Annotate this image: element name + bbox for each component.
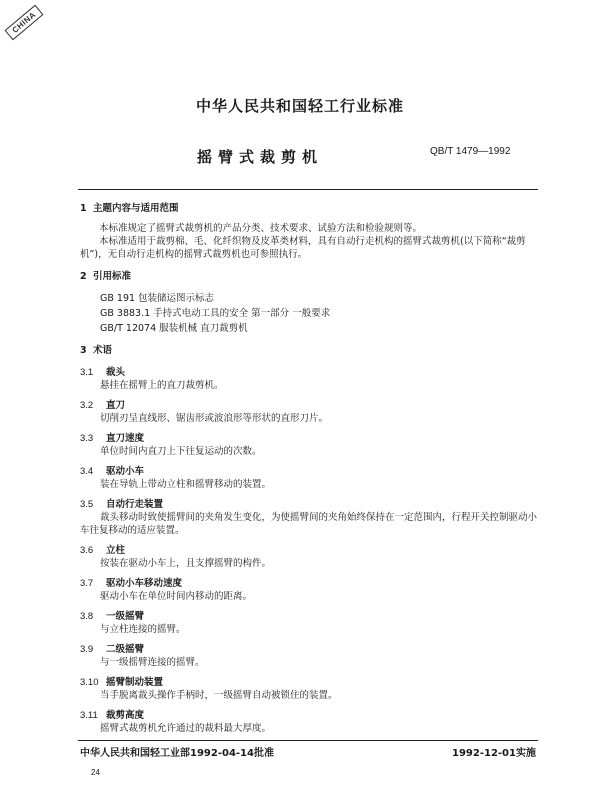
paragraph: 本标准适用于裁剪棉、毛、化纤织物及皮革类材料，具有自动行走机构的摇臂式裁剪机(以下简称“裁剪机”)，无自动行走机构的摇臂式裁剪机也可参照执行。 xyxy=(80,236,526,260)
term-entry: 3.9 二级摇臂 xyxy=(80,644,145,655)
standard-code: QB/T 1479—1992 xyxy=(430,146,511,157)
document-body xyxy=(80,202,542,735)
reference-item: GB 3883.1 手持式电动工具的安全 第一部分 一般要求 xyxy=(100,308,331,319)
section-2-heading: 2 引用标准 xyxy=(80,271,132,282)
reference-item: GB/T 12074 服装机械 直刀裁剪机 xyxy=(100,323,248,334)
term-entry: 3.4 驱动小车 xyxy=(80,466,145,477)
term-entry: 3.2 直刀 xyxy=(80,400,126,411)
approval-statement: 中华人民共和国轻工业部1992-04-14批准 xyxy=(80,748,274,759)
term-definition: 与立柱连接的摇臂。 xyxy=(100,624,186,635)
term-definition: 摇臂式裁剪机允许通过的裁料最大厚度。 xyxy=(100,723,272,734)
term-entry: 3.11 裁剪高度 xyxy=(80,710,145,721)
term-entry: 3.5 自动行走装置 xyxy=(80,499,164,510)
china-stamp: CHINA xyxy=(4,6,40,42)
term-entry: 3.3 直刀速度 xyxy=(80,433,145,444)
term-definition: 装在导轨上带动立柱和摇臂移动的装置。 xyxy=(100,479,272,490)
term-definition: 当手脱离裁头操作手柄时，一级摇臂自动被锁住的装置。 xyxy=(100,690,338,701)
document-title: 摇臂式裁剪机 xyxy=(197,148,324,166)
term-definition: 悬挂在摇臂上的直刀裁剪机。 xyxy=(100,380,224,391)
term-entry: 3.7 驱动小车移动速度 xyxy=(80,578,183,589)
paragraph: 本标准规定了摇臂式裁剪机的产品分类、技术要求、试验方法和检验规则等。 xyxy=(99,223,423,234)
term-entry: 3.6 立柱 xyxy=(80,545,126,556)
section-3-heading: 3 术语 xyxy=(80,345,113,356)
effective-date: 1992-12-01实施 xyxy=(452,748,536,759)
section-1-heading: 1 主题内容与适用范围 xyxy=(80,203,179,214)
term-definition: 驱动小车在单位时间内移动的距离。 xyxy=(100,591,253,602)
term-entry: 3.8 一级摇臂 xyxy=(80,611,145,622)
page-number: 24 xyxy=(91,768,100,777)
footer-divider xyxy=(78,740,538,741)
term-definition: 与一级摇臂连接的摇臂。 xyxy=(100,657,205,668)
term-definition: 单位时间内直刀上下往复运动的次数。 xyxy=(100,446,262,457)
term-definition: 裁头移动时致使摇臂间的夹角发生变化，为使摇臂间的夹角始终保持在一定范围内，行程开关控制驱动小车往复移动的适应装置。 xyxy=(80,512,538,536)
header-divider xyxy=(78,189,538,190)
issuing-organization: 中华人民共和国轻工行业标准 xyxy=(195,97,404,115)
term-definition: 切削刃呈直线形、锯齿形或波浪形等形状的直形刀片。 xyxy=(100,413,329,424)
term-definition: 按装在驱动小车上，且支撑摇臂的构件。 xyxy=(100,558,272,569)
term-entry: 3.10 摇臂制动装置 xyxy=(80,677,164,688)
term-entry: 3.1 裁头 xyxy=(80,367,126,378)
reference-item: GB 191 包装储运图示标志 xyxy=(100,293,215,304)
